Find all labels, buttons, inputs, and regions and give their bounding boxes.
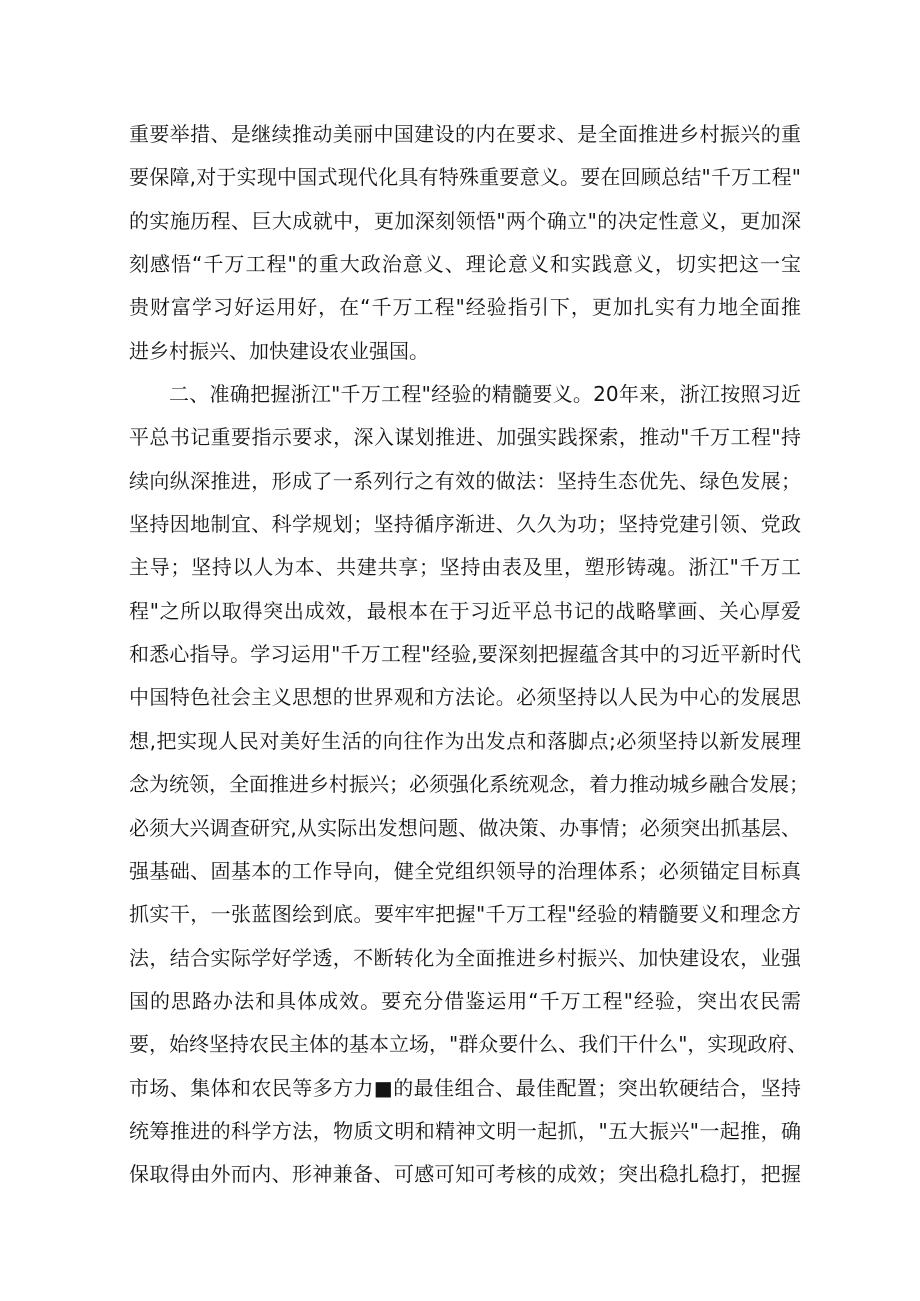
text-line: 抓实干，一张蓝图绘到底。要牢牢把握"千万工程"经验的精髓要义和理念方 (129, 902, 801, 927)
text-line: 必须大兴调查研究,从实际出发想问题、做决策、办事情；必须突出抓基层、 (129, 815, 801, 840)
text-line: 续向纵深推进，形成了一系列行之有效的做法：坚持生态优先、绿色发展； (129, 468, 801, 493)
text-line: 程"之所以取得突出成效，最根本在于习近平总书记的战略擘画、关心厚爱 (129, 598, 801, 623)
text-line: 强基础、固基本的工作导向，健全党组织领导的治理体系；必须锚定目标真 (129, 858, 801, 883)
text-line: 刻感悟“千万工程"的重大政治意义、理论意义和实践意义，切实把这一宝 (129, 252, 801, 277)
text-line: 要保障,对于实现中国式现代化具有特殊重要意义。要在回顾总结"千万工程" (129, 165, 801, 190)
text-line: 想,把实现人民对美好生活的向往作为出发点和落脚点;必须坚持以新发展理 (129, 728, 801, 753)
text-line: 法，结合实际学好学透，不断转化为全面推进乡村振兴、加快建设农，业强 (129, 945, 801, 970)
body-text (129, 113, 809, 1197)
text-line: 和悉心指导。学习运用"千万工程"经验,要深刻把握蕴含其中的习近平新时代 (129, 642, 801, 667)
text-line: 的实施历程、巨大成就中，更加深刻领悟"两个确立"的决定性意义，更加深 (129, 208, 801, 233)
text-line: 进乡村振兴、加快建设农业强国。 (129, 338, 429, 363)
paragraph-heading-line: 二、准确把握浙江"千万工程"经验的精髓要义。20年来，浙江按照习近 (169, 382, 801, 407)
text-line: 要，始终坚持农民主体的基本立场，"群众要什么、我们干什么"，实现政府、 (129, 1032, 808, 1057)
text-line: 重要举措、是继续推动美丽中国建设的内在要求、是全面推进乡村振兴的重 (129, 122, 801, 146)
text-line: 中国特色社会主义思想的世界观和方法论。必须坚持以人民为中心的发展思 (129, 685, 801, 710)
text-line: 统筹推进的科学方法，物质文明和精神文明一起抓，"五大振兴"一起推，确 (129, 1118, 801, 1143)
text-line: 国的思路办法和具体成效。要充分借鉴运用“千万工程"经验，突出农民需 (129, 988, 801, 1013)
text-line: 保取得由外而内、形神兼备、可感可知可考核的成效；突出稳扎稳打，把握 (129, 1162, 801, 1187)
text-line: 市场、集体和农民等多方力■的最佳组合、最佳配置；突出软硬结合，坚持 (129, 1075, 801, 1100)
text-line: 主导；坚持以人为本、共建共享；坚持由表及里，塑形铸魂。浙江"千万工 (129, 555, 801, 580)
text-line: 坚持因地制宜、科学规划；坚持循序渐进、久久为功；坚持党建引领、党政 (129, 512, 801, 537)
text-line: 平总书记重要指示要求，深入谋划推进、加强实践探索，推动"千万工程"持 (129, 425, 801, 450)
text-line: 贵财富学习好运用好，在“千万工程"经验指引下，更加扎实有力地全面推 (129, 295, 801, 320)
text-line: 念为统领，全面推进乡村振兴；必须强化系统观念，着力推动城乡融合发展； (129, 772, 809, 797)
